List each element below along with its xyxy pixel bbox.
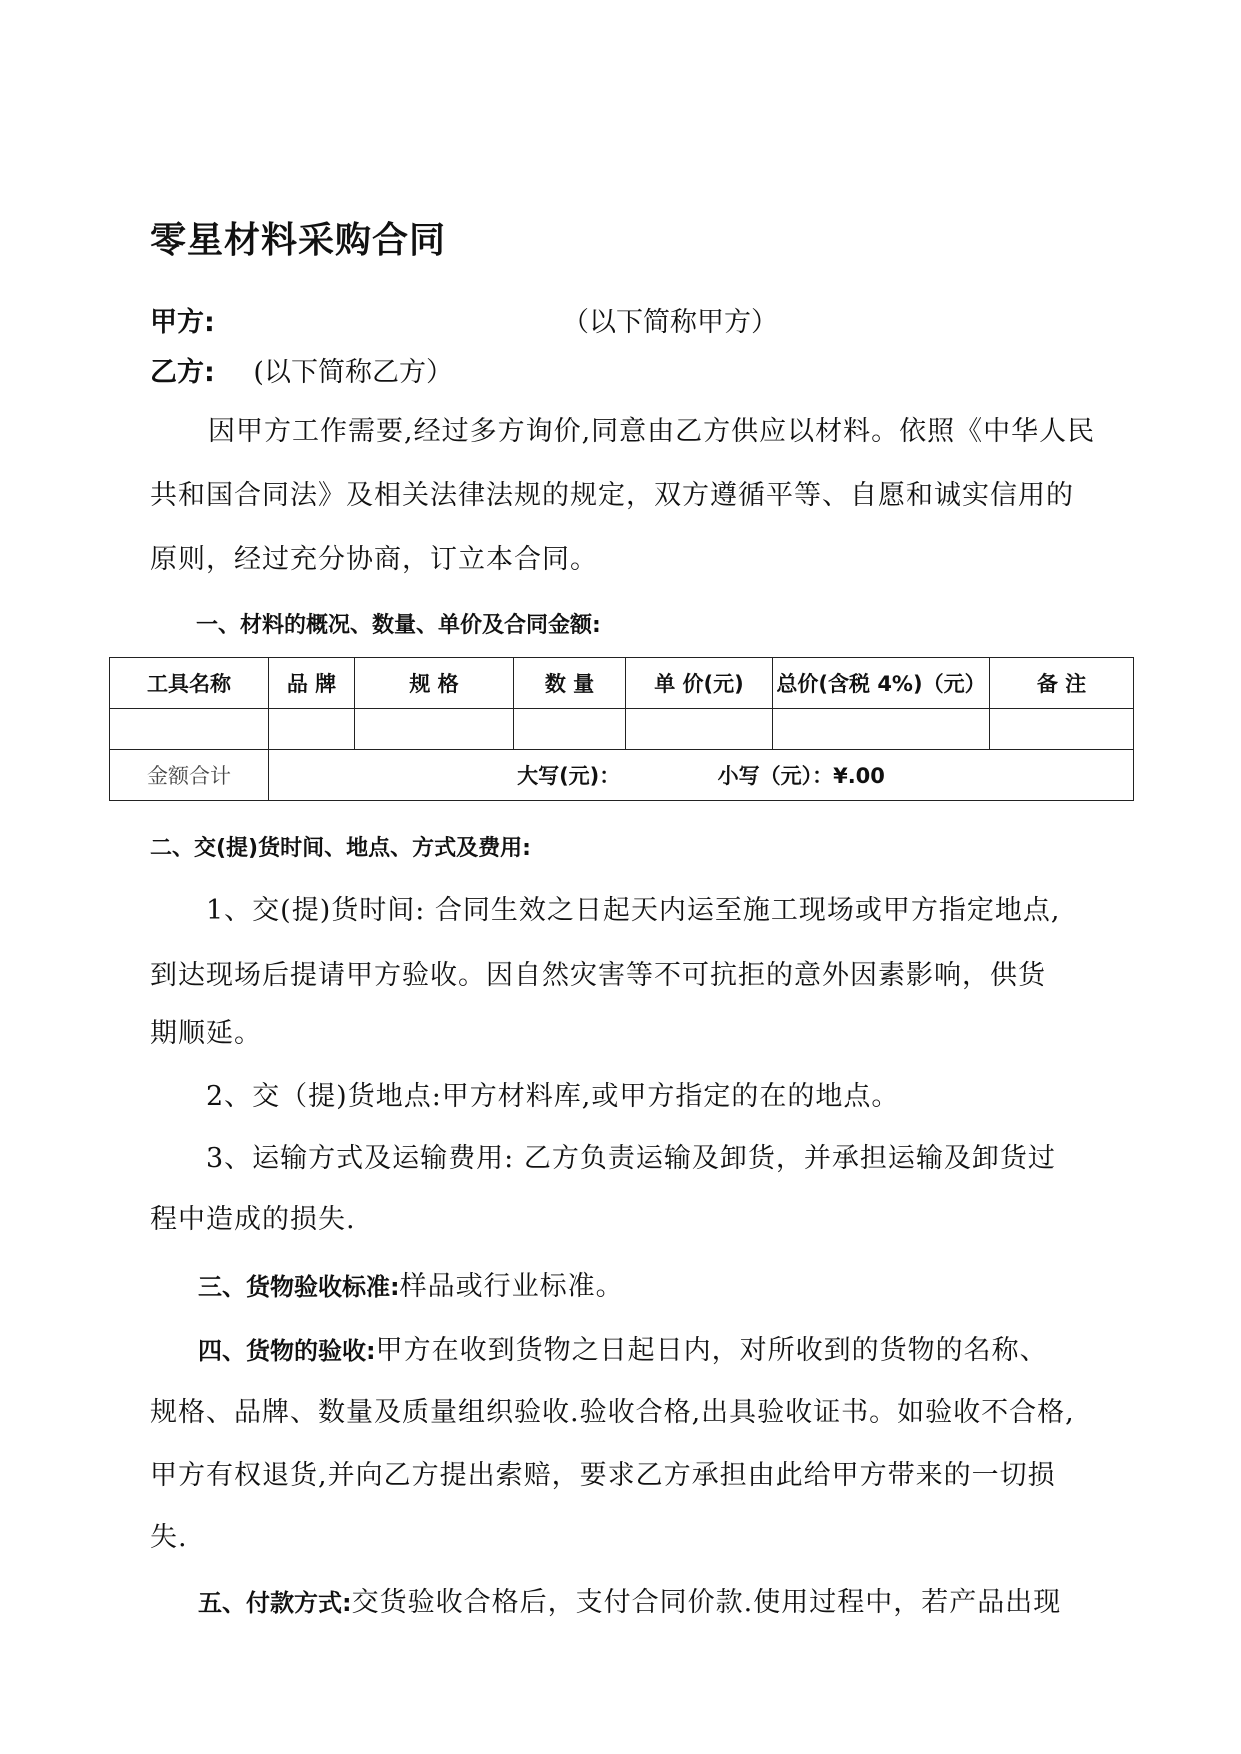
document-title: 零星材料采购合同: [150, 220, 447, 261]
total-row: [110, 750, 1134, 801]
section2-item1-line2: 到达现场后提请甲方验收。因自然灾害等不可抗拒的意外因素影响，供货: [150, 960, 1046, 991]
table-cell: [990, 709, 1134, 750]
col-total-price: 总价(含税 4%)（元）: [773, 658, 990, 709]
col-quantity: 数 量: [514, 658, 626, 709]
section2-item3-line1: 3、运输方式及运输费用: 乙方负责运输及卸货，并承担运输及卸货过: [206, 1143, 1056, 1174]
table-row: [110, 709, 1134, 750]
party-b-line: [150, 350, 453, 389]
section4-line3: 甲方有权退货,并向乙方提出索赔，要求乙方承担由此给甲方带来的一切损: [150, 1460, 1056, 1491]
table-cell: [773, 709, 990, 750]
section2-item1-line3: 期顺延。: [150, 1018, 262, 1049]
section5-text: 交货验收合格后，支付合同价款.使用过程中，若产品出现: [351, 1587, 1062, 1618]
party-a-label: 甲方:: [150, 307, 215, 338]
section4-line1: [198, 1328, 1048, 1367]
table-cell: [110, 709, 269, 750]
section4-line2: 规格、品牌、数量及质量组织验收.验收合格,出具验收证书。如验收不合格,: [150, 1397, 1075, 1428]
party-b-note: (以下简称乙方）: [253, 357, 453, 388]
section2-item1-line1: 1、交(提)货时间: 合同生效之日起天内运至施工现场或甲方指定地点,: [206, 895, 1061, 926]
section3-heading: 三、货物验收标准:: [198, 1273, 400, 1301]
section2-item2: 2、交（提)货地点:甲方材料库,或甲方指定的在的地点。: [206, 1081, 900, 1112]
total-amount-cell: [269, 750, 1134, 801]
materials-table: [109, 657, 1134, 801]
col-brand: 品 牌: [269, 658, 355, 709]
table-header-row: [110, 658, 1134, 709]
total-label: 金额合计: [110, 750, 269, 801]
col-unit-price: 单 价(元): [626, 658, 773, 709]
section4-text: 甲方在收到货物之日起日内，对所收到的货物的名称、: [375, 1335, 1048, 1366]
party-b-label: 乙方:: [150, 357, 215, 388]
section2-item3-line2: 程中造成的损失.: [150, 1204, 356, 1235]
intro-paragraph: 因甲方工作需要,经过多方询价,同意由乙方供应以材料。依照《中华人民共和国合同法》及相关法律法规的规定，双方遵循平等、自愿和诚实信用的原则，经过充分协商，订立本合同。: [150, 416, 1096, 575]
table-cell: [355, 709, 514, 750]
section3-line: [198, 1264, 624, 1303]
section5-line: [198, 1580, 1061, 1619]
table-cell: [626, 709, 773, 750]
party-a-note: （以下简称甲方）: [562, 307, 778, 338]
section3-text: 样品或行业标准。: [399, 1271, 624, 1302]
section4-heading: 四、货物的验收:: [198, 1337, 376, 1365]
amount-upper: 大写(元)：: [517, 764, 621, 788]
section4-line4: 失.: [150, 1522, 188, 1553]
col-remarks: 备 注: [990, 658, 1134, 709]
amount-lower: 小写（元）：¥.00: [717, 764, 885, 788]
col-tool-name: 工具名称: [110, 658, 269, 709]
col-spec: 规 格: [355, 658, 514, 709]
section1-heading: 一、材料的概况、数量、单价及合同金额:: [196, 613, 601, 638]
section2-heading: 二、交(提)货时间、地点、方式及费用:: [150, 836, 531, 861]
table-cell: [269, 709, 355, 750]
section5-heading: 五、付款方式:: [198, 1589, 352, 1617]
party-a-line: [150, 300, 778, 339]
table-cell: [514, 709, 626, 750]
